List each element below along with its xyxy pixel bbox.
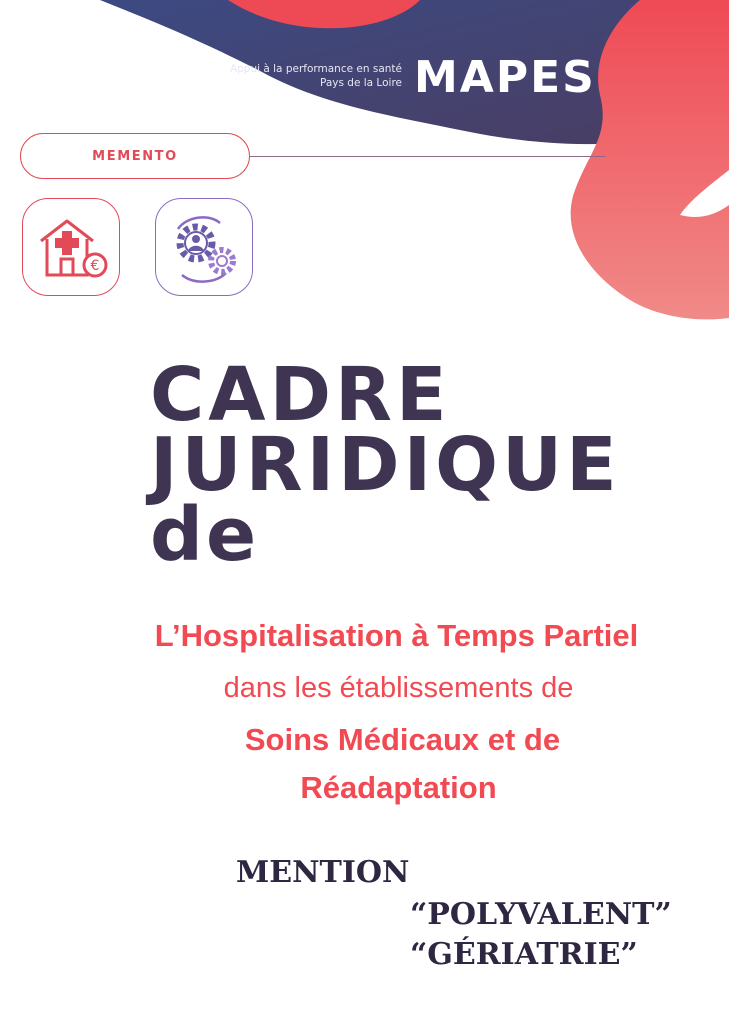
subtitle-line-1: L’Hospitalisation à Temps Partiel bbox=[154, 618, 639, 653]
memento-badge bbox=[20, 133, 250, 179]
mapes-logo bbox=[414, 54, 654, 100]
memento-label: MEMENTO bbox=[92, 148, 178, 164]
title-line-3: de bbox=[150, 492, 260, 578]
gears-person-icon bbox=[155, 198, 253, 296]
subtitle-line-4: Réadaptation bbox=[300, 770, 497, 805]
title-line-2: JURIDIQUE bbox=[150, 422, 621, 508]
mention-polyvalent: “POLYVALENT” bbox=[410, 897, 672, 932]
mention-geriatrie: “GÉRIATRIE” bbox=[410, 937, 638, 972]
logo-wordmark: MAPES bbox=[414, 54, 596, 100]
svg-text:€: € bbox=[90, 258, 100, 274]
mention-label: MENTION bbox=[236, 855, 410, 890]
tagline-line-2: Pays de la Loire bbox=[319, 77, 402, 89]
subtitle-line-3: Soins Médicaux et de bbox=[244, 722, 561, 757]
tagline-line-1: Appui à la performance en santé bbox=[229, 63, 402, 75]
subtitle-line-2: dans les établissements de bbox=[223, 672, 574, 704]
badge-divider-line bbox=[250, 156, 606, 157]
hospital-euro-icon bbox=[22, 198, 120, 296]
title-line-1: CADRE bbox=[150, 352, 451, 438]
header-tagline bbox=[230, 62, 402, 90]
